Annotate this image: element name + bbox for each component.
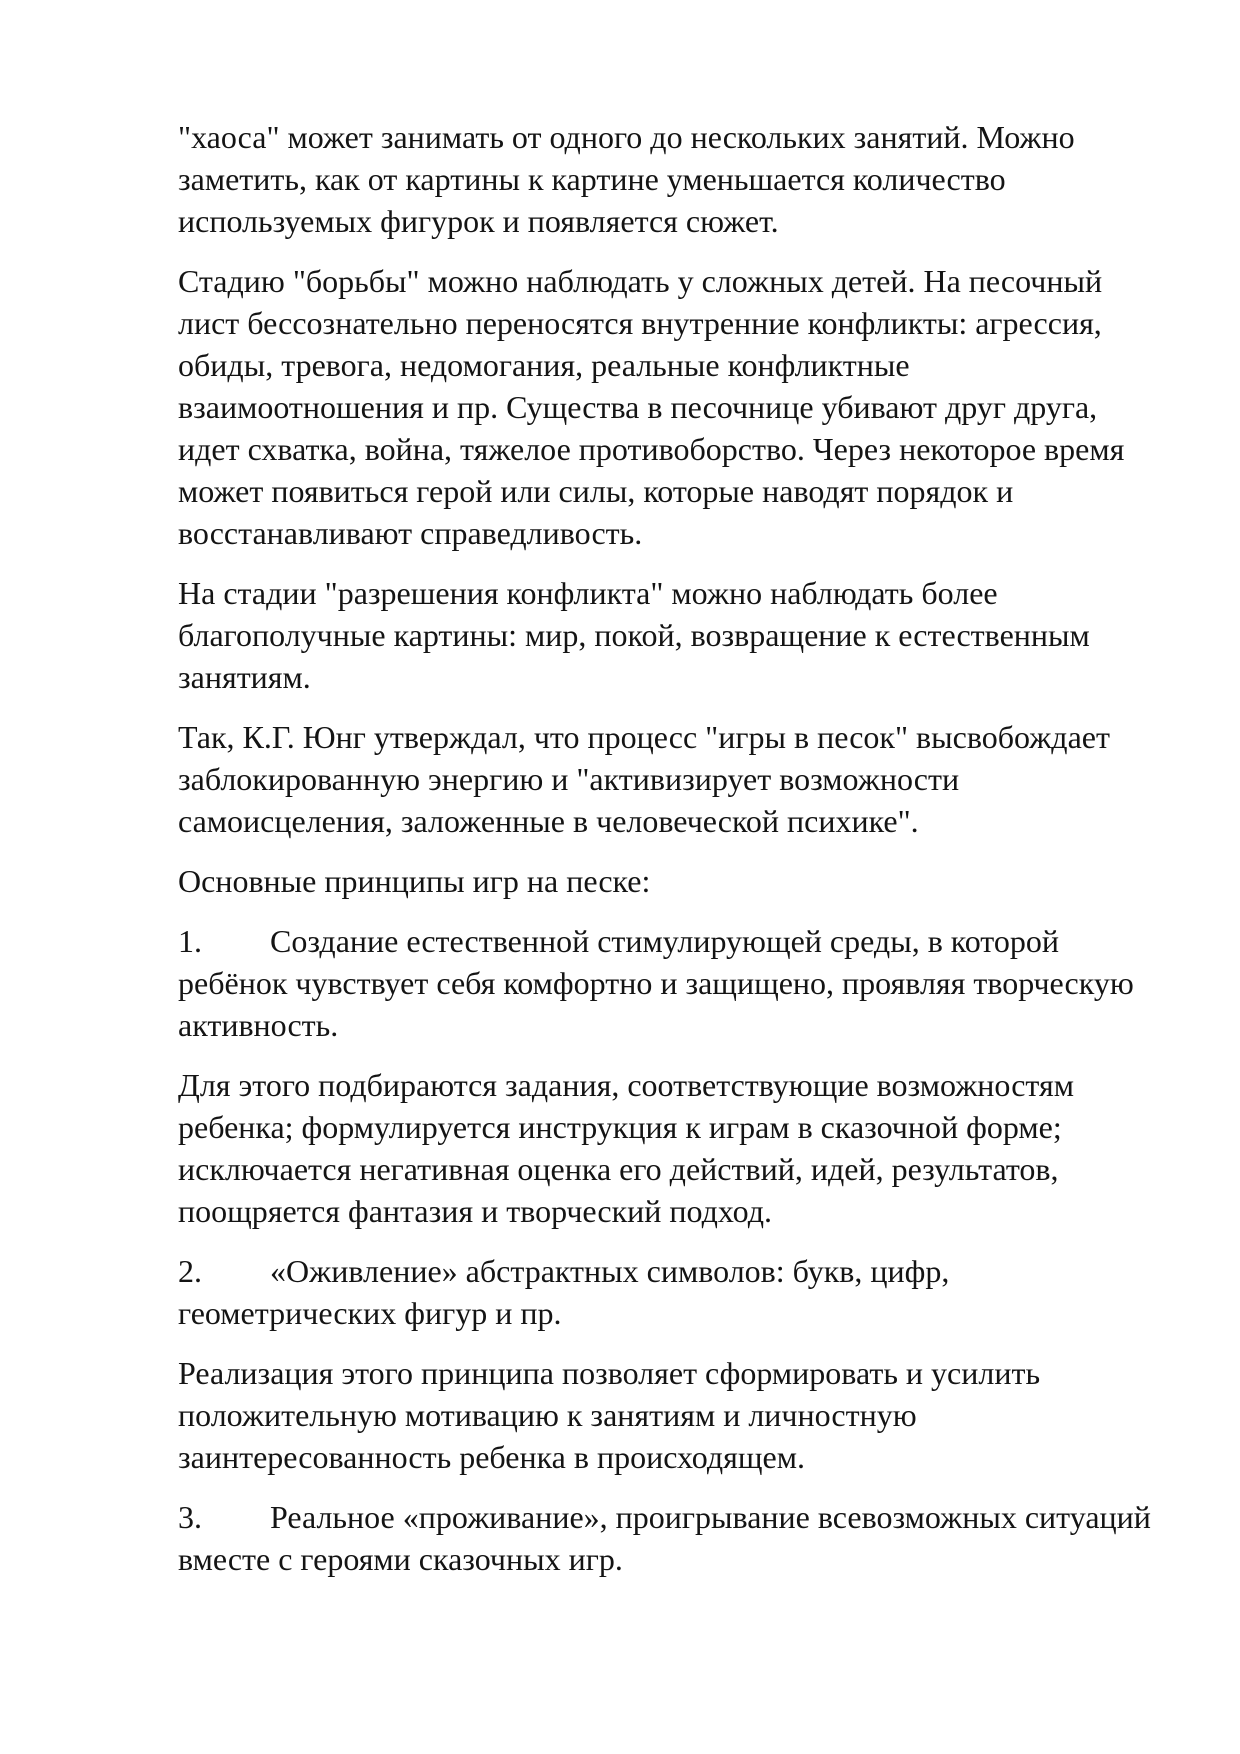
paragraph-chaos-stage: "хаоса" может занимать от одного до нескольких занятий. Можно заметить, как от картины к картине уменьшается количество используемых фигурок и появляется сюжет.: [178, 119, 1075, 239]
principle-number-2: 2.: [178, 1253, 202, 1289]
document-body: [178, 116, 1158, 1598]
principle-item-1: [178, 920, 1158, 1046]
principle-text-3: Реальное «проживание», проигрывание всевозможных ситуаций вместе с героями сказочных игр.: [178, 1499, 1151, 1577]
principle-number-1: 1.: [178, 923, 202, 959]
principle-explanation-1: Для этого подбираются задания, соответствующие возможностям ребенка; формулируется инструкция к играм в сказочной форме; исключается негативная оценка его действий, идей, результатов, поощряется фантазия и творческий подход.: [178, 1067, 1074, 1229]
paragraph-struggle-stage: Стадию "борьбы" можно наблюдать у сложных детей. На песочный лист бессознательно переносятся внутренние конфликты: агрессия, обиды, тревога, недомогания, реальные конфликтные взаимоотношения и пр. Существа в песочнице убивают друг друга, идет схватка, война, тяжелое противоборство. Через некоторое время может появиться герой или силы, которые наводят порядок и восстанавливают справедливость.: [178, 263, 1125, 551]
principle-text-2: «Оживление» абстрактных символов: букв, цифр, геометрических фигур и пр.: [178, 1253, 950, 1331]
principle-item-2: [178, 1250, 1158, 1334]
principle-item-3: [178, 1496, 1158, 1580]
principles-heading: Основные принципы игр на песке:: [178, 863, 651, 899]
paragraph-resolution-stage: На стадии "разрешения конфликта" можно наблюдать более благополучные картины: мир, покой, возвращение к естественным занятиям.: [178, 575, 1090, 695]
principle-number-3: 3.: [178, 1499, 202, 1535]
principle-explanation-2: Реализация этого принципа позволяет сформировать и усилить положительную мотивацию к занятиям и личностную заинтересованность ребенка в происходящем.: [178, 1355, 1041, 1475]
principle-text-1: Создание естественной стимулирующей среды, в которой ребёнок чувствует себя комфортно и защищено, проявляя творческую активность.: [178, 923, 1134, 1043]
paragraph-jung-quote: Так, К.Г. Юнг утверждал, что процесс "игры в песок" высвобождает заблокированную энергию и "активизирует возможности самоисцеления, заложенные в человеческой психике".: [178, 719, 1110, 839]
